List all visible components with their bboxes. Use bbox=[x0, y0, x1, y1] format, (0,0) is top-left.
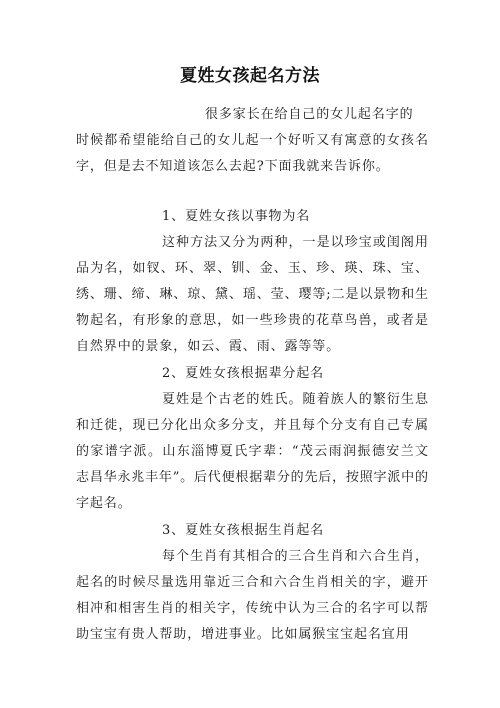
document-title: 夏姓女孩起名方法 bbox=[180, 66, 320, 86]
section-2-line-2: 和迁徙，现已分化出众多分支，并且每个分支有自己专属 bbox=[76, 418, 428, 433]
section-1-line-2: 品为名，如钗、环、翠、钏、金、玉、珍、瑛、珠、宝、 bbox=[76, 261, 428, 276]
section-3-line-2: 起名的时候尽量选用靠近三合和六合生肖相关的字，避开 bbox=[76, 575, 428, 590]
section-3-line-4: 助宝宝有贵人帮助，增进事业。比如属猴宝宝起名宜用 bbox=[76, 627, 410, 642]
section-2-line-3: 的家谱字派。山东淄博夏氏字辈：“茂云雨润振德安兰文 bbox=[76, 444, 428, 459]
intro-line-3: 字，但是去不知道该怎么去起?下面我就来告诉你。 bbox=[76, 159, 390, 174]
section-2-line-4: 志昌华永兆丰年”。后代便根据辈分的先后，按照字派中的 bbox=[76, 470, 428, 485]
section-1-heading: 1、夏姓女孩以事物为名 bbox=[162, 209, 311, 224]
intro-line-2: 时候都希望能给自己的女儿起一个好听又有寓意的女孩名 bbox=[76, 133, 428, 148]
section-2-heading: 2、夏姓女孩根据辈分起名 bbox=[162, 366, 325, 381]
section-1-line-1: 这种方法又分为两种，一是以珍宝或闺阁用 bbox=[162, 235, 428, 250]
section-1-line-5: 自然界中的景象，如云、霞、雨、露等等。 bbox=[76, 339, 341, 354]
section-3-line-3: 相冲和相害生肖的相关字，传统中认为三合的名字可以帮 bbox=[76, 601, 428, 616]
section-1-line-4: 物起名，有形象的意思，如一些珍贵的花草鸟兽，或者是 bbox=[76, 313, 428, 328]
intro-line-1: 很多家长在给自己的女儿起名字的 bbox=[205, 107, 414, 122]
section-2-line-1: 夏姓是个古老的姓氏。随着族人的繁衍生息 bbox=[162, 392, 428, 407]
section-2-line-5: 字起名。 bbox=[76, 496, 132, 511]
section-3-heading: 3、夏姓女孩根据生肖起名 bbox=[162, 523, 325, 538]
section-1-line-3: 绣、珊、缔、琳、琼、黛、瑶、莹、璎等;二是以景物和生 bbox=[76, 287, 428, 302]
section-3-line-1: 每个生肖有其相合的三合生肖和六合生肖， bbox=[162, 549, 428, 564]
